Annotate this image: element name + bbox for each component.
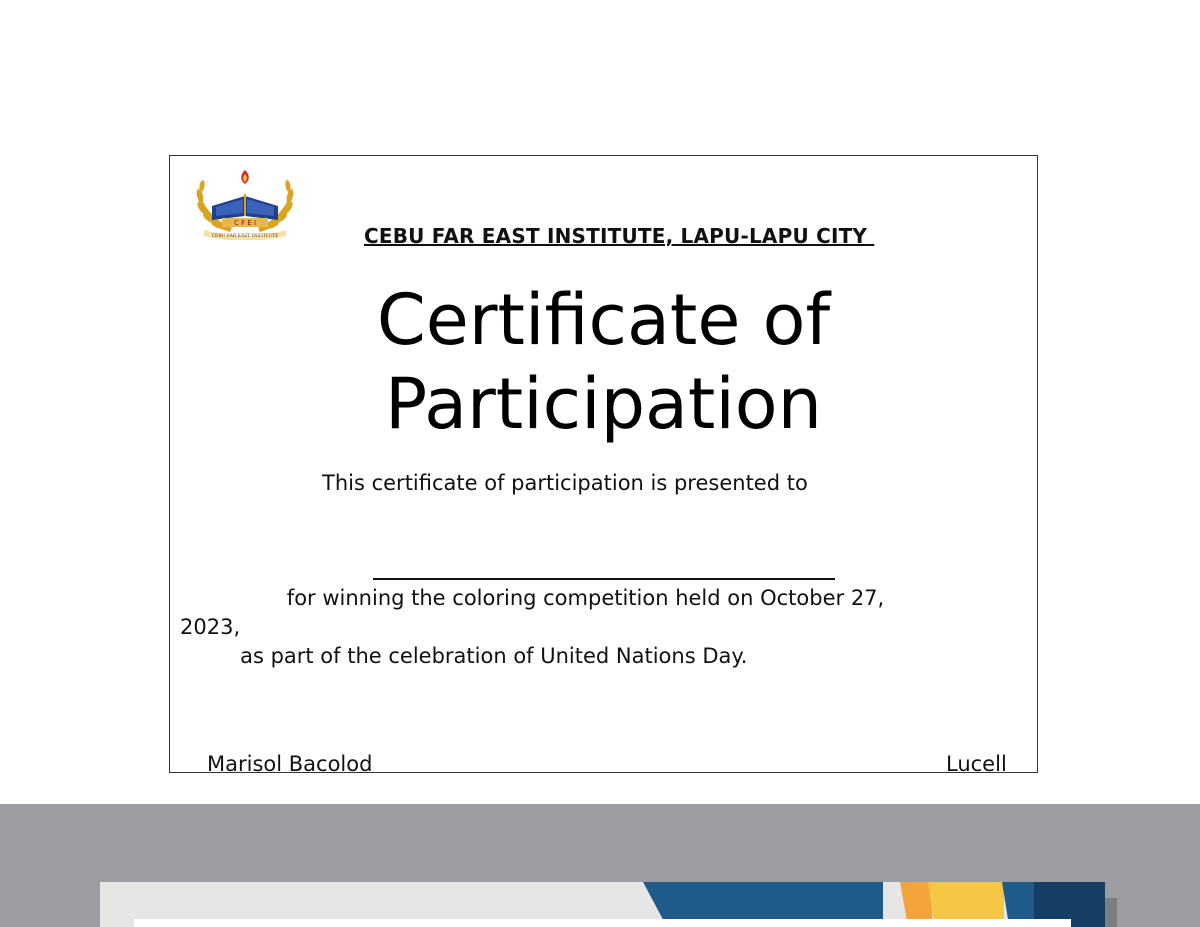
body-line-3: as part of the celebration of United Nations Day. bbox=[180, 644, 748, 668]
signatory-left: Marisol Bacolod bbox=[207, 752, 373, 773]
signatory-right: Lucell bbox=[946, 752, 1007, 773]
recipient-name-line bbox=[373, 578, 835, 580]
presented-to-text: This certificate of participation is presented to bbox=[322, 471, 808, 495]
body-line-1: for winning the coloring competition held on October 27, bbox=[180, 586, 885, 610]
certificate-body bbox=[180, 584, 1038, 671]
title-line-2: Participation bbox=[385, 363, 822, 445]
title-line-1: Certificate of bbox=[376, 279, 831, 361]
preview-content-area bbox=[134, 919, 1071, 927]
body-line-2: 2023, bbox=[180, 615, 241, 639]
next-page-shadow bbox=[1105, 898, 1117, 927]
institute-name: CEBU FAR EAST INSTITUTE, LAPU-LAPU CITY bbox=[364, 224, 875, 248]
school-seal-logo bbox=[190, 166, 300, 240]
certificate-title bbox=[170, 278, 1037, 446]
open-book-icon bbox=[212, 194, 278, 220]
svg-text:C F E I: C F E I bbox=[233, 219, 257, 227]
certificate-frame bbox=[169, 155, 1038, 773]
next-page-preview[interactable] bbox=[100, 882, 1105, 927]
svg-text:CEBU FAR EAST INSTITUTE: CEBU FAR EAST INSTITUTE bbox=[211, 234, 279, 239]
